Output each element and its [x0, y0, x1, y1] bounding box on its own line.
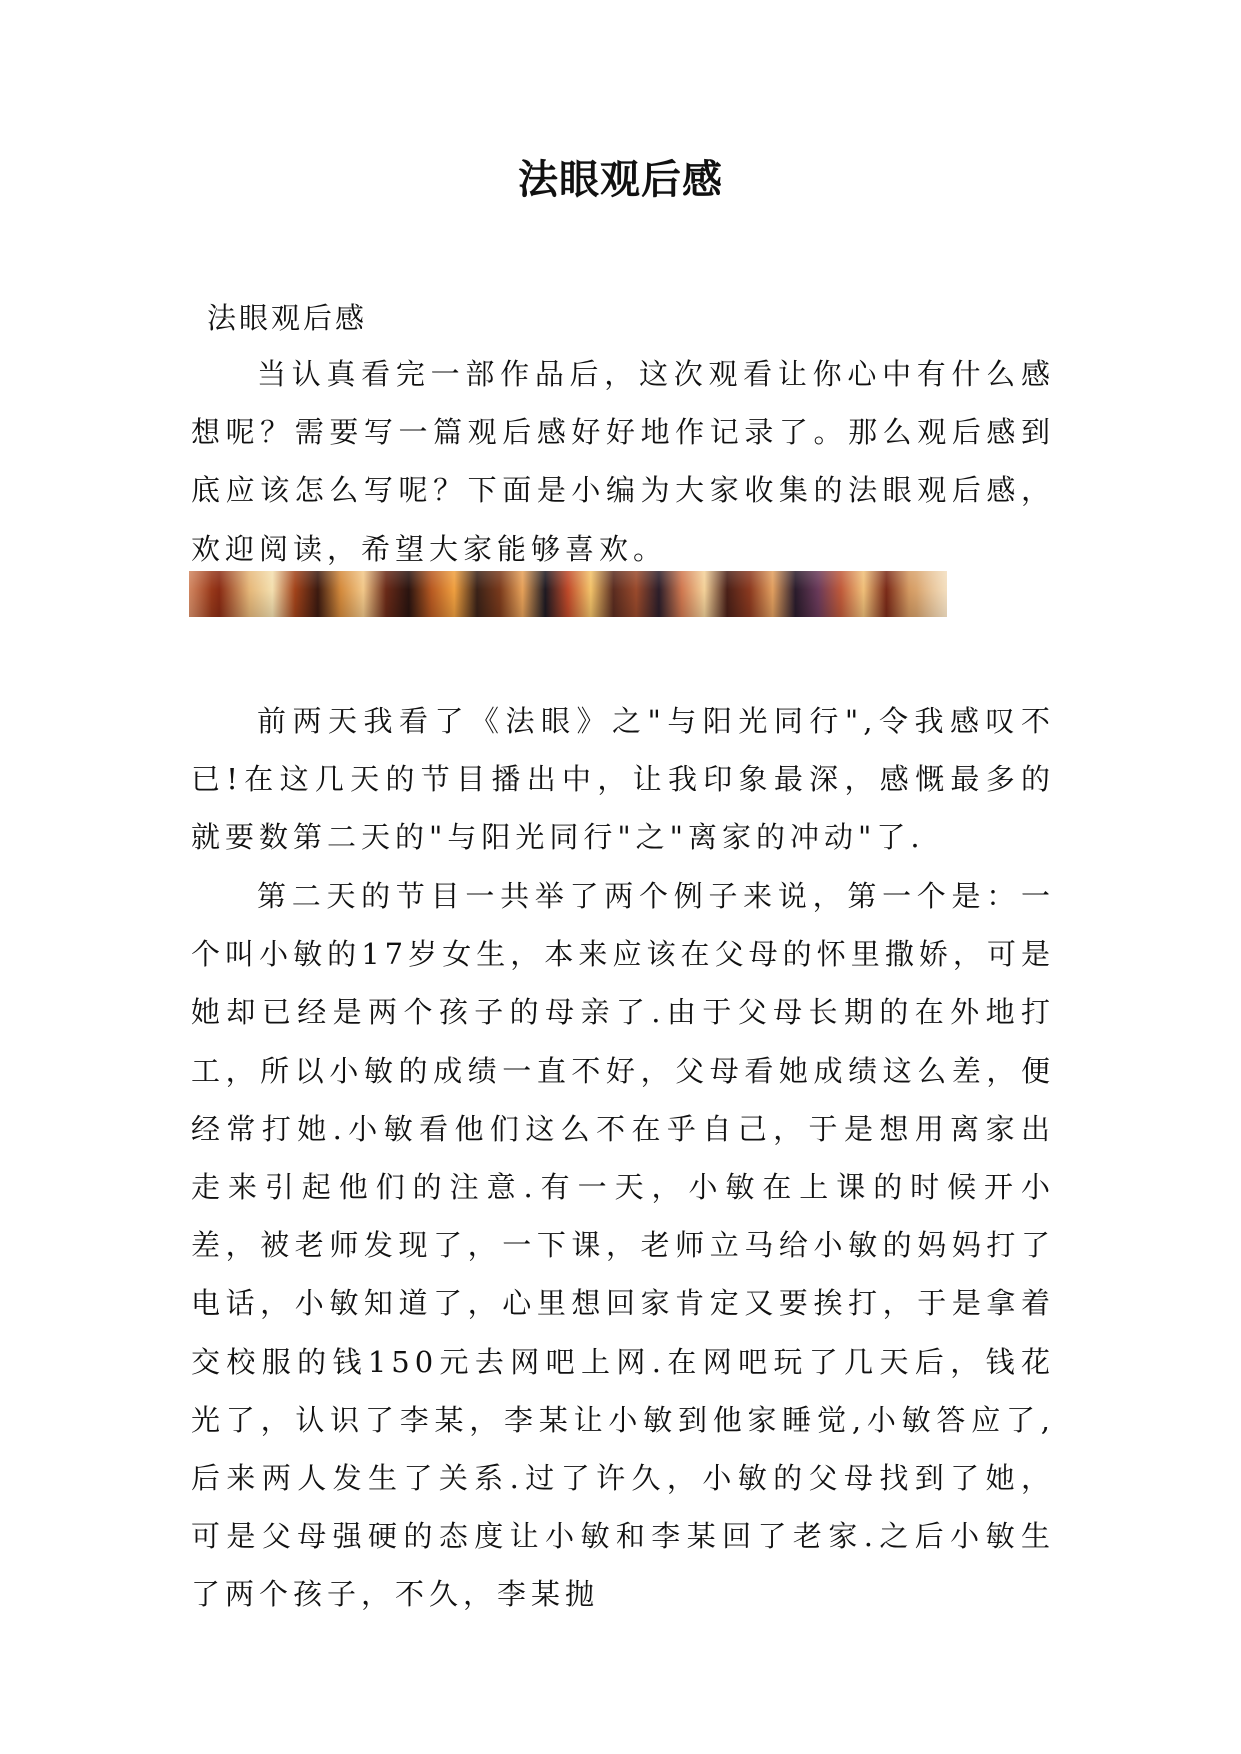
intro-paragraph: 当认真看完一部作品后，这次观看让你心中有什么感想呢？需要写一篇观后感好好地作记录了。那么观后感到底应该怎么写呢？下面是小编为大家收集的法眼观后感，欢迎阅读，希望大家能够喜欢。	[191, 357, 1055, 566]
body-paragraph: 前两天我看了《法眼》之"与阳光同行",令我感叹不已!在这几天的节目播出中，让我印象最深，感慨最多的就要数第二天的"与阳光同行"之"离家的冲动"了.	[191, 704, 1055, 855]
document-title: 法眼观后感	[518, 157, 723, 203]
body-paragraph: 第二天的节目一共举了两个例子来说，第一个是：一个叫小敏的17岁女生，本来应该在父母的怀里撒娇，可是她却已经是两个孩子的母亲了.由于父母长期的在外地打工，所以小敏的成绩一直不好，父母看她成绩这么差，便经常打她.小敏看他们这么不在乎自己，于是想用离家出走来引起他们的注意.有一天，小敏在上课的时候开小差，被老师发现了，一下课，老师立马给小敏的妈妈打了电话，小敏知道了，心里想回家肯定又要挨打，于是拿着交校服的钱150元去网吧上网.在网吧玩了几天后，钱花光了，认识了李某，李某让小敏到他家睡觉,小敏答应了,后来两人发生了关系.过了许久，小敏的父母找到了她，可是父母强硬的态度让小敏和李某回了老家.之后小敏生了两个孩子，不久，李某抛	[191, 879, 1055, 1612]
document-subtitle: 法眼观后感	[207, 301, 368, 335]
decorative-banner-image	[189, 571, 947, 617]
